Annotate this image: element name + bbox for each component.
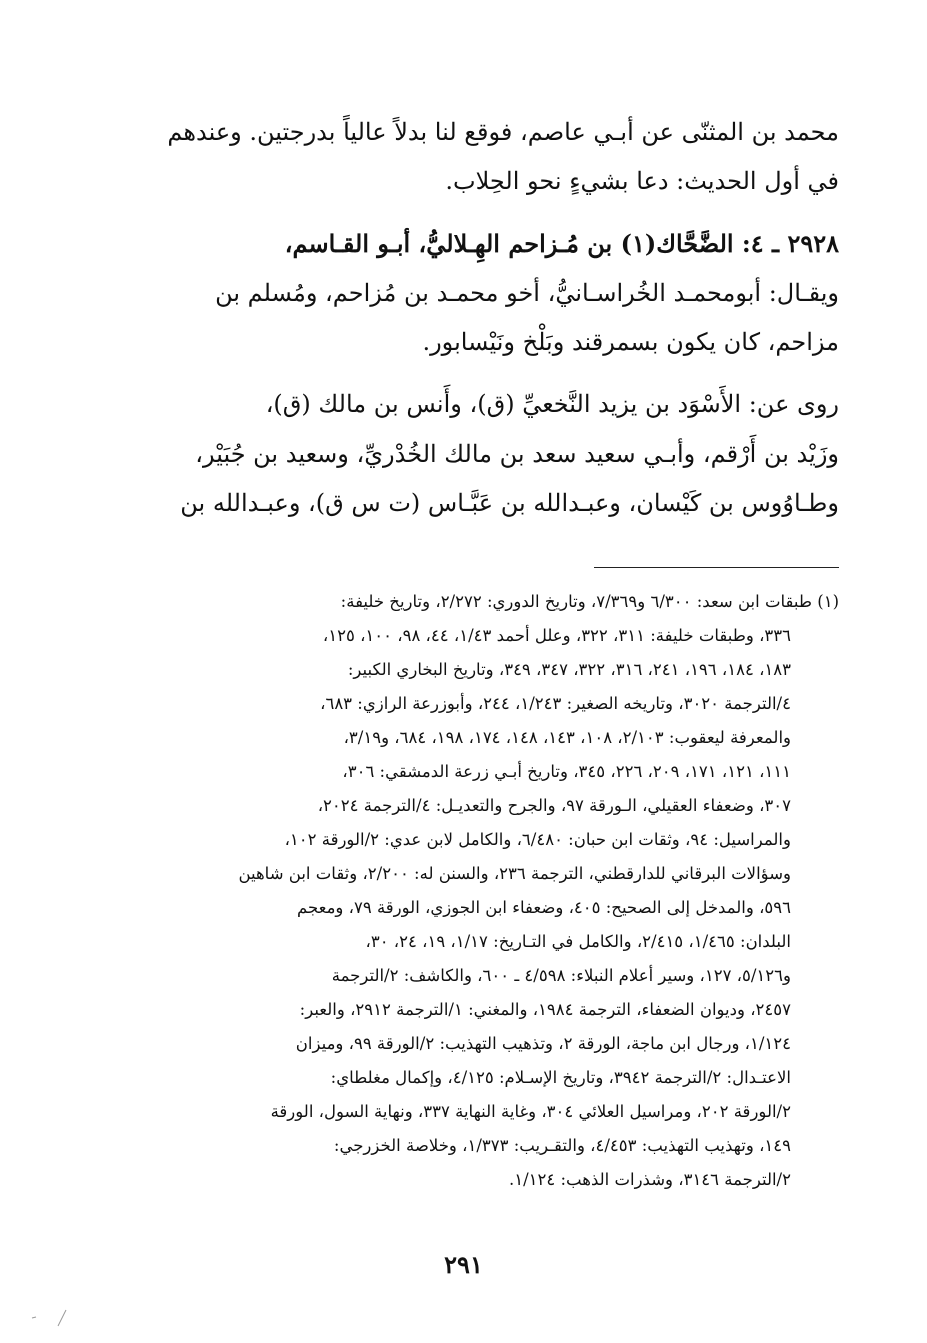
footnote-line: و٥/١٢٦، ١٢٧، وسير أعلام النبلاء: ٤/٥٩٨ ـ ٦٠٠، والكاشف: ٢/الترجمة	[331, 966, 791, 985]
footnote-line: ٣٣٦، وطبقات خليفة: ٣١١، ٣٢٢، وعلل أحمد ١/٤٣، ٤٤، ٩٨، ١٠٠، ١٢٥،	[322, 626, 791, 645]
footnote-divider	[594, 567, 839, 568]
footnote-line: ١٨٣، ١٨٤، ١٩٦، ٢٤١، ٣١٦، ٣٢٢، ٣٤٧، ٣٤٩، وتاريخ البخاري الكبير:	[347, 660, 791, 679]
footnote-line: والمعرفة ليعقوب: ٢/١٠٣، ١٠٨، ١٤٣، ١٤٨، ١٧٤، ١٩٨، ٦٨٤، و٣/١٩،	[343, 728, 791, 747]
footnote-line: ٣٠٧، وضعفاء العقيلي، الـورقة ٩٧، والجرح والتعديـل: ٤/الترجمة ٢٠٢٤،	[317, 796, 791, 815]
footnote-line: ٢٤٥٧، وديوان الضعفاء، الترجمة ١٩٨٤، والمغني: ١/الترجمة ٢٩١٢، والعبر:	[299, 1000, 791, 1019]
footnote-line: والمراسيل: ٩٤، وثقات ابن حبان: ٦/٤٨٠، والكامل لابن عدي: ٢/الورقة ١٠٢،	[284, 830, 791, 849]
footnote-line: ٢/الورقة ٢٠٢، ومراسيل العلائي ٣٠٤، وغاية النهاية ٣٣٧، ونهاية السول، الورقة	[270, 1102, 791, 1121]
footnote-line: ٥٩٦، والمدخل إلى الصحيح: ٤٠٥، وضعفاء ابن الجوزي، الورقة ٧٩، ومعجم	[297, 898, 791, 917]
main-text-line: وزَيْد بن أَرْقم، وأبـي سعيد سعد بن مالك الخُدْريِّ، وسعيد بن جُبَيْر،	[195, 440, 839, 468]
footnote-line: ٢/الترجمة ٣١٤٦، وشذرات الذهب: ١/١٢٤.	[508, 1170, 791, 1189]
footnote-line: ١/١٢٤، ورجال ابن ماجة، الورقة ٢، وتذهيب التهذيب: ٢/الورقة ٩٩، وميزان	[295, 1034, 791, 1053]
footnote-line: (١) طبقات ابن سعد: ٦/٣٠٠ و٧/٣٦٩، وتاريخ الدوري: ٢/٢٧٢، وتاريخ خليفة:	[340, 592, 839, 611]
main-text-line: في أول الحديث: دعا بشيءٍ نحو الحِلاب.	[445, 167, 839, 195]
main-text-line: محمد بن المثنّى عن أبـي عاصم، فوقع لنا بدلاً عالياً بدرجتين. وعندهم	[167, 118, 839, 146]
main-text-line: ويقـال: أبومحمـد الخُراسـانيُّ، أخو محمـد بن مُزاحم، ومُسلم بن	[215, 279, 839, 307]
footnote-line: وسؤالات البرقاني للدارقطني، الترجمة ٢٣٦، والسنن له: ٢/٢٠٠، وثقات ابن شاهين	[238, 864, 791, 883]
footnote-line: ٤/الترجمة ٣٠٢٠، وتاريخه الصغير: ١/٢٤٣، ٢٤٤، وأبوزرعة الرازي: ٦٨٣،	[320, 694, 791, 713]
footnote-line: ١١١، ١٢١، ١٧١، ٢٠٩، ٢٢٦، ٣٤٥، وتاريخ أبـي زرعة الدمشقي: ٣٠٦،	[342, 762, 791, 781]
footnote-line: ١٤٩، وتهذيب التهذيب: ٤/٤٥٣، والتقـريب: ١/٣٧٣، وخلاصة الخزرجي:	[333, 1136, 791, 1155]
entry-heading-line: ٢٩٢٨ ـ ٤: الضَّحَّاك(١) بن مُـزاحم الهِـلاليُّ، أبـو القـاسم،	[284, 229, 839, 258]
page-number: ٢٩١	[444, 1250, 483, 1279]
footnote-line: الاعتـدال: ٢/الترجمة ٣٩٤٢، وتاريخ الإسـلام: ٤/١٢٥، وإكمال مغلطاي:	[330, 1068, 791, 1087]
narrators-line: روى عن: الأَسْوَد بن يزيد النَّخعيِّ (ق)، وأَنس بن مالك (ق)،	[265, 390, 839, 418]
main-text-line: وطـاوُوس بن كَيْسان، وعبـدالله بن عَبَّـاس (ت س ق)، وعبـدالله بن	[180, 489, 839, 517]
footnote-line: البلدان: ١/٤٦٥، ٢/٤١٥، والكامل في التـاريخ: ١/١٧، ١٩، ٢٤، ٣٠،	[365, 932, 791, 951]
main-text-line: مزاحم، كان يكون بسمرقند وبَلْخ ونَيْسابور.	[422, 328, 839, 356]
stray-mark-icon	[30, 1300, 80, 1330]
